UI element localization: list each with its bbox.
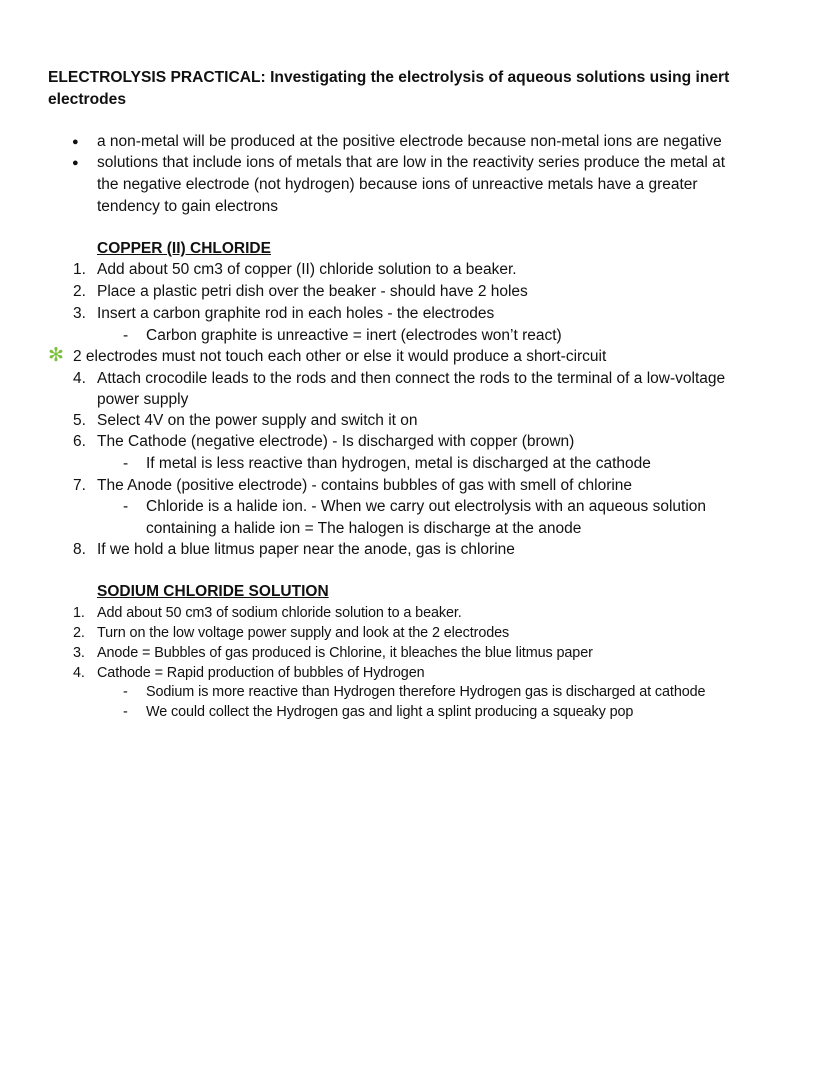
sub-item: If metal is less reactive than hydrogen, metal is discharged at the cathode <box>146 455 651 472</box>
star-icon: ✻ <box>48 345 64 366</box>
list-item: Anode = Bubbles of gas produced is Chlorine, it bleaches the blue litmus paper <box>97 645 593 661</box>
bullet-icon: ● <box>72 157 79 169</box>
list-item: If we hold a blue litmus paper near the anode, gas is chlorine <box>97 541 515 558</box>
sub-item-cont: containing a halide ion = The halogen is discharge at the anode <box>146 520 582 537</box>
list-number: 1. <box>73 605 85 621</box>
dash-icon: - <box>123 684 128 700</box>
bullet-text: solutions that include ions of metals that are low in the reactivity series produce the metal at <box>97 154 726 171</box>
list-item: Insert a carbon graphite rod in each holes - the electrodes <box>97 305 495 322</box>
list-item: Cathode = Rapid production of bubbles of Hydrogen <box>97 665 425 681</box>
list-number: 5. <box>73 412 86 429</box>
dash-icon: - <box>123 704 128 720</box>
bullet-text: a non-metal will be produced at the positive electrode because non-metal ions are negative <box>97 133 722 150</box>
list-number: 7. <box>73 477 86 494</box>
sub-item: Carbon graphite is unreactive = inert (electrodes won’t react) <box>146 327 562 344</box>
list-number: 2. <box>73 625 85 641</box>
dash-icon: - <box>123 327 129 344</box>
list-item: Place a plastic petri dish over the beaker - should have 2 holes <box>97 283 528 300</box>
note: 2 electrodes must not touch each other or else it would produce a short-circuit <box>73 348 607 365</box>
sub-item: Chloride is a halide ion. - When we carry out electrolysis with an aqueous solution <box>146 498 707 515</box>
sub-item: We could collect the Hydrogen gas and light a splint producing a squeaky pop <box>146 704 634 720</box>
list-item: Add about 50 cm3 of sodium chloride solution to a beaker. <box>97 605 462 621</box>
list-item: The Cathode (negative electrode) - Is discharged with copper (brown) <box>97 433 575 450</box>
list-item: The Anode (positive electrode) - contains bubbles of gas with smell of chlorine <box>97 477 633 494</box>
list-number: 4. <box>73 665 85 681</box>
copper-heading: COPPER (II) CHLORIDE <box>97 240 271 257</box>
sub-item: Sodium is more reactive than Hydrogen therefore Hydrogen gas is discharged at cathode <box>146 684 706 700</box>
list-item: Add about 50 cm3 of copper (II) chloride solution to a beaker. <box>97 261 517 278</box>
list-number: 2. <box>73 283 86 300</box>
list-item: Select 4V on the power supply and switch it on <box>97 412 418 429</box>
list-item: Attach crocodile leads to the rods and then connect the rods to the terminal of a low-voltage <box>97 370 726 387</box>
sodium-heading: SODIUM CHLORIDE SOLUTION <box>97 583 329 600</box>
bullet-icon: ● <box>72 136 79 148</box>
list-number: 8. <box>73 541 86 558</box>
title-line-1: ELECTROLYSIS PRACTICAL: Investigating the electrolysis of aqueous solutions using inert <box>48 69 730 86</box>
bullet-text: the negative electrode (not hydrogen) because ions of unreactive metals have a greater <box>97 176 698 193</box>
bullet-text: tendency to gain electrons <box>97 198 278 215</box>
list-number: 1. <box>73 261 86 278</box>
dash-icon: - <box>123 498 129 515</box>
list-item-cont: power supply <box>97 391 189 408</box>
list-item: Turn on the low voltage power supply and look at the 2 electrodes <box>97 625 510 641</box>
list-number: 3. <box>73 645 85 661</box>
list-number: 3. <box>73 305 86 322</box>
list-number: 4. <box>73 370 86 387</box>
dash-icon: - <box>123 455 129 472</box>
title-line-2: electrodes <box>48 91 127 108</box>
list-number: 6. <box>73 433 86 450</box>
